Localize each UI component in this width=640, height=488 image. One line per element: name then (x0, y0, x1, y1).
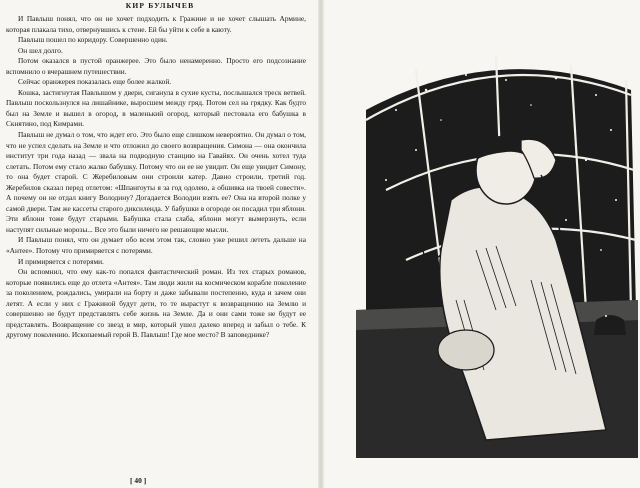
paragraph: Павлыш не думал о том, что ждет его. Это было еще слишком невероятно. Он думал о том, что не успел сделать на Земле и что отложил до своего возвращения. Симона — она окончила институт три года назад — звала на подводную станцию на Гавайях. Он очень хотел туда слетать. Потом ему стало жалко бабушку. Потому что он ее не увидит. Он еще увидит Симону, то она будет старой. С Жеребиловым они строили катер. Давно строили, третий год. Жеребилов сказал перед отлетом: «Шпангоуты я за год одолею, а обшивка на твоей совести». А почему он не отдал книгу Володину? Догадается Володин взять ее? Она на второй полке у самой двери. Там же кассеты старого диксиленда. У бабушки в огороде он посадил три яблони. Эти яблони тоже будут старыми. Бабушка стала слаба, яблони могут вымерзнуть, если наступят сильные морозы... Все это были ничего не решающие мысли. (6, 130, 306, 234)
paragraph: Потом оказался в пустой оранжерее. Это было ненамеренно. Просто его подсознание вспомнило о вчерашнем путешествии. (6, 56, 306, 76)
paragraph: Он шел долго. (18, 45, 63, 55)
paragraph: Кошка, застигнутая Павлышом у двери, сиганула в сухие кусты, послышался треск ветвей. Павлыш поскользнулся на лишайнике, выросшем между гряд. Потом сел на грядку. Как будто был на Земле и вышел в огород, в маленький огород, который пестовала его бабушка в Скнятино, под Кимрами. (6, 87, 306, 129)
paragraph: И Павлыш понял, что он думает обо всем этом так, словно уже решил лететь дальше на «Антее». Потому что примиряется с потерями. (6, 235, 306, 256)
paragraph: И Павлыш понял, что он не хочет подходить к Гражине и не хочет слышать Армине, которая плакала тихо, отвернувшись к стене. Ей бы уйти к себе в каюту. (6, 14, 306, 34)
paragraph: Сейчас оранжерея показалась еще более жалкой. (18, 77, 172, 87)
running-head: КИР БУЛЫЧЕВ (125, 1, 195, 10)
paragraph: Он вспомнил, что ему как-то попался фантастический роман. Из тех старых романов, которые появились еще до отлета «Антея». Там люди жили на космическом корабле поколение за поколением, рождались, умирали на борту и даже забывали постепенно, куда и зачем они летят. А если у них с Гражиной будут дети, то те вырастут к возвращению на Землю и совершенно не будут представлять себе жизнь на Земле. Да и они сами тоже не будут ее представлять. Возвращение со звезд в мир, который ушел далеко вперед и забыл о тебе. К другому поколению. Ископаемый герой В. Павлыш! Где мое место? В заповеднике? (6, 267, 306, 340)
paragraph: Павлыш пошел по коридору. Совершенно один. (18, 35, 168, 45)
paragraph: И примиряется с потерями. (18, 256, 104, 266)
astronaut-in-greenhouse-illustration (356, 50, 638, 458)
book-gutter (318, 0, 324, 488)
body-text (6, 14, 306, 341)
page-number: [ 40 ] (130, 476, 147, 485)
